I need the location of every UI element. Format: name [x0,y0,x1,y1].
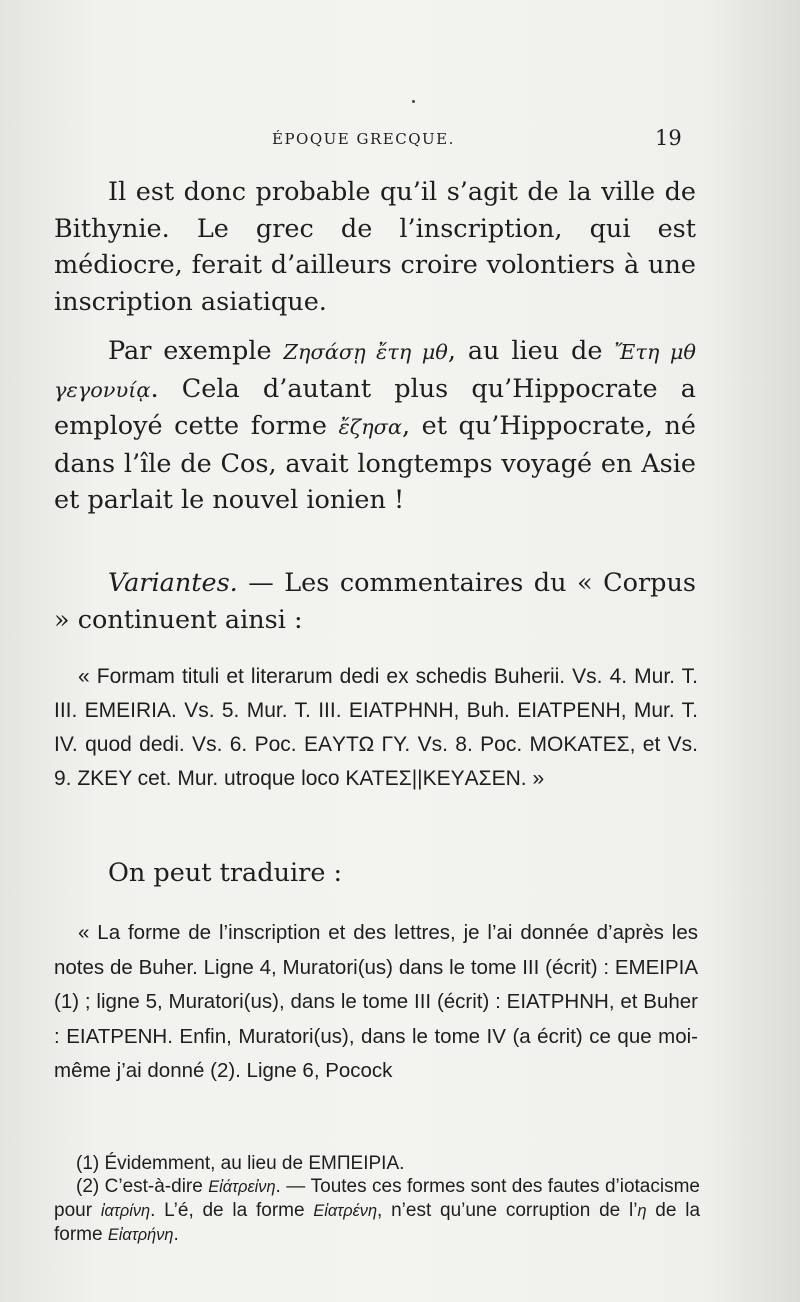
greek-phrase: Ἔτη μθ γεγονυίᾳ [54,340,696,402]
greek-word: Εἰατρήνη [107,1226,174,1244]
greek-phrase: ἔζησα [338,415,402,439]
text-run: , au lieu de [447,336,615,366]
greek-word: η [637,1202,647,1220]
footnote-1 [54,1152,700,1175]
footnote-text: (1) Évidemment, au lieu de ΕΜΠΕΙΡΙΑ. [76,1153,405,1174]
paragraph-traduire [54,855,696,892]
latin-quotation [54,660,698,796]
text-run: . Cela d’autant plus qu’Hippocrate a employé cette forme [54,373,696,441]
french-translation-quotation [54,916,698,1089]
text-run: de la forme [54,1200,701,1245]
text-run: . L’é, de la forme [150,1200,314,1221]
paragraph-bithynie [54,174,696,320]
greek-word: Εἰάτρεἰνη [208,1178,276,1196]
text-run: Par exemple [108,336,284,366]
text-run: — Les commentaires du « Corpus » continuent ainsi : [54,568,696,635]
quotation-text: « La forme de l’inscription et des lettres, je l’ai donnée d’après les notes de Buher. Ligne 4, Muratori(us) dans le tome III (écrit) : EMEIPIA (1) ; ligne 5, Muratori(us), dans le tome III (écrit) : EIATPHNH, et Buher : EIATPENH. Enfin, Muratori(us), dans le tome IV (a écrit) ce que moi-même j’ai donné (2). Ligne 6, Pocock [54,921,698,1082]
stray-ink-dot [412,100,415,103]
page-number: 19 [655,126,682,150]
section-label: Variantes. [108,568,238,598]
paragraph-exemple [54,333,696,519]
running-title: ÉPOQUE GRECQUE. [272,130,455,148]
text-run: . — Toutes ces formes sont des fautes d’iotacisme pour [54,1176,700,1221]
greek-phrase: Ζησάσῃ ἔτη μθ [283,340,448,364]
footnote-2 [54,1175,700,1247]
paragraph-text: Il est donc probable qu’il s’agit de la ville de Bithynie. Le grec de l’inscription, qui est médiocre, ferait d’ailleurs croire volontiers à une inscription asiatique. [54,177,696,317]
paragraph-variantes [54,565,696,638]
greek-word: ἰατρίνη [100,1202,151,1220]
text-run: (2) C’est-à-dire [76,1176,209,1197]
text-run: , n’est qu’une corruption de l’ [377,1200,638,1221]
text-run: . [173,1224,179,1245]
footnotes [54,1152,700,1247]
running-header [0,126,800,156]
greek-word: Εἰατρένη [313,1202,378,1220]
text-run: , et qu’Hippocrate, né dans l’île de Cos, avait longtemps voyagé en Asie et parlait le nouvel ionien ! [54,411,697,515]
quotation-text: « Formam tituli et literarum dedi ex schedis Buherii. Vs. 4. Mur. T. III. EMEIRIA. Vs. 5. Mur. T. III. EIATPHNH, Buh. EIATPENH, Mur. T. IV. quod dedi. Vs. 6. Poc. EAΥΤΩ ΓΥ. Vs. 8. Poc. MOKATEΣ, et Vs. 9. ZKEΥ cet. Mur. utroque loco KATEΣ||KEΥAΣEN. » [54,665,698,790]
paragraph-text: On peut traduire : [108,858,343,888]
